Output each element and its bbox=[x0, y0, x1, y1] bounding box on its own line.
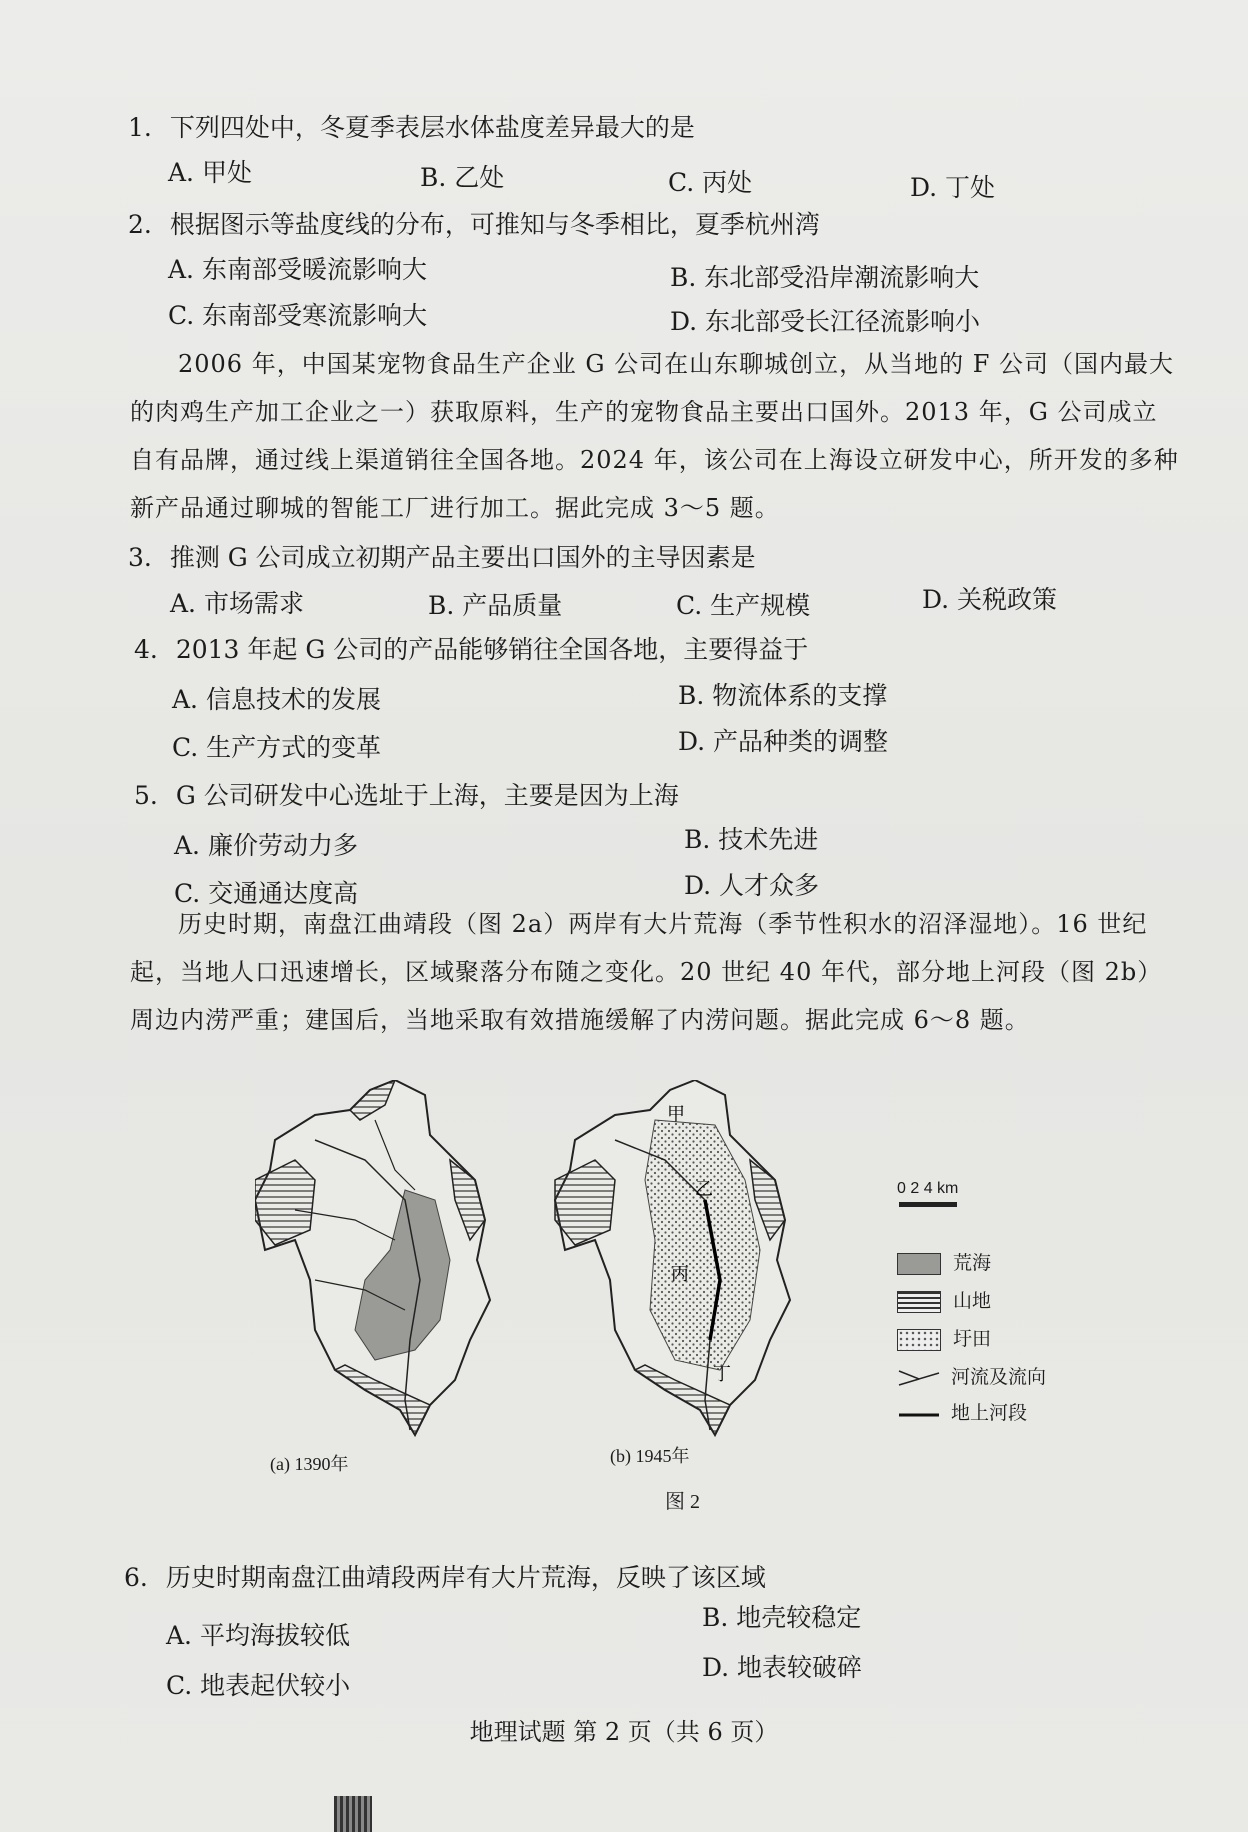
figure-2 bbox=[255, 1080, 1155, 1513]
option-b: B. 乙处 bbox=[420, 163, 505, 192]
question-number: 2. bbox=[128, 210, 152, 239]
question-stem: 2013 年起 G 公司的产品能够销往全国各地，主要得益于 bbox=[175, 635, 809, 664]
option-a: A. 市场需求 bbox=[170, 589, 304, 618]
option-b: B. 物流体系的支撑 bbox=[678, 681, 888, 710]
label-jia: 甲 bbox=[667, 1104, 685, 1125]
scale-label: 0 2 4 km bbox=[897, 1180, 959, 1197]
question-6 bbox=[124, 1558, 766, 1594]
label-yi: 乙 bbox=[695, 1179, 713, 1200]
option-b: B. 地壳较稳定 bbox=[702, 1603, 862, 1632]
question-number: 6. bbox=[124, 1563, 148, 1592]
legend-mountain: 山地 bbox=[897, 1286, 991, 1313]
map-a-1390 bbox=[255, 1080, 490, 1435]
scale-bar bbox=[899, 1202, 957, 1207]
option-d: D. 人才众多 bbox=[684, 871, 820, 900]
question-4 bbox=[134, 630, 808, 666]
option-a: A. 东南部受暖流影响大 bbox=[168, 255, 427, 284]
option-d: D. 地表较破碎 bbox=[702, 1653, 863, 1682]
passage-1: 2006 年，中国某宠物食品生产企业 G 公司在山东聊城创立，从当地的 F 公司（国内最大的肉鸡生产加工企业之一）获取原料，生产的宠物食品主要出口国外。2013 年，G 公司成立自有品牌，通过线上渠道销往全国各地。2024 年，该公司在上海设立研发中心，所开发的多种新产品通过聊城的智能工厂进行加工。据此完成 3～5 题。 bbox=[130, 350, 1179, 522]
option-c: C. 地表起伏较小 bbox=[166, 1671, 351, 1700]
question-number: 3. bbox=[128, 543, 152, 572]
label-bing: 丙 bbox=[671, 1264, 689, 1285]
option-a: A. 廉价劳动力多 bbox=[174, 831, 358, 860]
river-symbol bbox=[897, 1367, 941, 1389]
question-number: 5. bbox=[134, 781, 158, 810]
legend-marsh: 荒海 bbox=[897, 1248, 991, 1275]
marsh-swatch bbox=[897, 1253, 941, 1275]
question-stem: 下列四处中，冬夏季表层水体盐度差异最大的是 bbox=[169, 113, 695, 142]
option-a: A. 平均海拔较低 bbox=[166, 1621, 350, 1650]
scan-mark bbox=[334, 1796, 372, 1832]
option-c: C. 东南部受寒流影响大 bbox=[168, 301, 428, 330]
question-5 bbox=[134, 776, 679, 812]
label-ding: 丁 bbox=[713, 1364, 731, 1385]
legend-elevated-river: 地上河段 bbox=[897, 1398, 1027, 1425]
question-stem: 根据图示等盐度线的分布，可推知与冬季相比，夏季杭州湾 bbox=[169, 210, 820, 239]
option-d: D. 丁处 bbox=[910, 173, 996, 202]
option-c: C. 生产方式的变革 bbox=[172, 733, 382, 762]
question-stem: G 公司研发中心选址于上海，主要是因为上海 bbox=[175, 781, 679, 810]
caption-b: (b) 1945年 bbox=[610, 1446, 690, 1466]
option-a: A. 信息技术的发展 bbox=[172, 685, 381, 714]
mountain-swatch bbox=[897, 1291, 941, 1313]
option-b: B. 东北部受沿岸潮流影响大 bbox=[670, 263, 980, 292]
passage-2: 历史时期，南盘江曲靖段（图 2a）两岸有大片荒海（季节性积水的沼泽湿地）。16 世纪起，当地人口迅速增长，区域聚落分布随之变化。20 世纪 40 年代，部分地上河段（图 2b）周边内涝严重；建国后，当地采取有效措施缓解了内涝问题。据此完成 6～8 题。 bbox=[130, 910, 1163, 1034]
option-a: A. 甲处 bbox=[168, 158, 252, 187]
question-number: 4. bbox=[134, 635, 158, 664]
question-stem: 推测 G 公司成立初期产品主要出口国外的主导因素是 bbox=[169, 543, 756, 572]
option-c: C. 生产规模 bbox=[676, 591, 811, 620]
question-stem: 历史时期南盘江曲靖段两岸有大片荒海，反映了该区域 bbox=[165, 1563, 766, 1592]
elevated-river-symbol bbox=[897, 1403, 941, 1425]
option-c: C. 丙处 bbox=[668, 168, 753, 197]
mountain-area bbox=[255, 1160, 315, 1245]
question-2 bbox=[128, 205, 820, 241]
option-b: B. 产品质量 bbox=[428, 591, 563, 620]
polder-swatch bbox=[897, 1329, 941, 1351]
page-footer: 地理试题 第 2 页（共 6 页） bbox=[469, 1718, 779, 1746]
question-3 bbox=[128, 538, 756, 574]
caption-a: (a) 1390年 bbox=[270, 1454, 349, 1474]
legend-river: 河流及流向 bbox=[897, 1362, 1046, 1389]
map-b-1945 bbox=[555, 1080, 790, 1435]
option-c: C. 交通通达度高 bbox=[174, 879, 359, 908]
option-d: D. 关税政策 bbox=[922, 585, 1058, 614]
option-d: D. 产品种类的调整 bbox=[678, 727, 889, 756]
option-d: D. 东北部受长江径流影响小 bbox=[670, 307, 981, 336]
figure-title: 图 2 bbox=[665, 1491, 700, 1513]
question-number: 1. bbox=[128, 113, 152, 142]
legend-polder: 圩田 bbox=[897, 1324, 991, 1351]
question-1 bbox=[128, 108, 695, 144]
option-b: B. 技术先进 bbox=[684, 825, 819, 854]
